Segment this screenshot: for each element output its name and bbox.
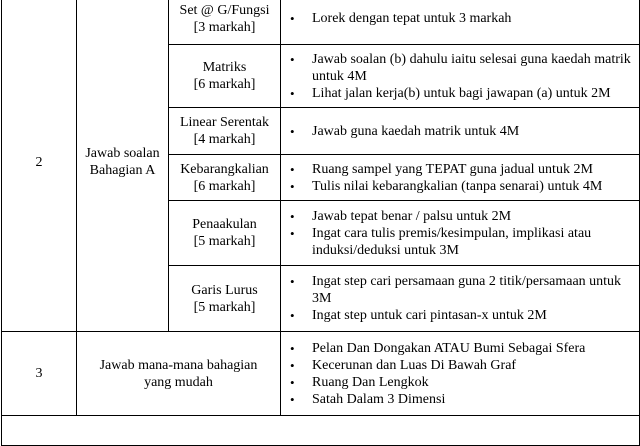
- notes-list: [281, 208, 639, 259]
- notes-list: [281, 10, 639, 27]
- table-row: [2, 0, 640, 45]
- notes-list: [281, 340, 639, 408]
- topic-cell: Matriks [6 markah]: [169, 45, 281, 108]
- notes-list: [281, 273, 639, 324]
- list-item: • Ruang Dan Lengkok: [281, 374, 633, 391]
- notes-cell: [281, 108, 640, 155]
- section-number: 2: [2, 0, 77, 332]
- section-number: 3: [2, 332, 77, 416]
- exam-guide-table: [1, 0, 640, 446]
- notes-cell: [281, 201, 640, 266]
- list-item: • Pelan Dan Dongakan ATAU Bumi Sebagai Sfera: [281, 340, 633, 357]
- list-item: • Lorek dengan tepat untuk 3 markah: [281, 10, 633, 27]
- list-item: • Ingat cara tulis premis/kesimpulan, implikasi atau induksi/deduksi untuk 3M: [281, 225, 633, 259]
- list-item: • Jawab guna kaedah matrik untuk 4M: [281, 123, 633, 140]
- topic-cell: Kebarangkalian [6 markah]: [169, 155, 281, 201]
- notes-list: [281, 161, 639, 195]
- topic-cell: Garis Lurus [5 markah]: [169, 266, 281, 332]
- notes-cell: [281, 0, 640, 45]
- notes-cell: [281, 155, 640, 201]
- notes-list: [281, 123, 639, 140]
- list-item: • Lihat jalan kerja(b) untuk bagi jawapan (a) untuk 2M: [281, 85, 633, 102]
- list-item: • Ruang sampel yang TEPAT guna jadual untuk 2M: [281, 161, 633, 178]
- list-item: • Jawab tepat benar / palsu untuk 2M: [281, 208, 633, 225]
- notes-list: [281, 51, 639, 102]
- list-item: • Tulis nilai kebarangkalian (tanpa senarai) untuk 4M: [281, 178, 633, 195]
- notes-cell: [281, 332, 640, 416]
- notes-cell: [281, 266, 640, 332]
- topic-cell: Penaakulan [5 markah]: [169, 201, 281, 266]
- notes-cell: [281, 45, 640, 108]
- list-item: • Ingat step cari persamaan guna 2 titik/persamaan untuk 3M: [281, 273, 633, 307]
- table-row: [2, 332, 640, 416]
- list-item: • Ingat step untuk cari pintasan-x untuk 2M: [281, 307, 633, 324]
- list-item: • Satah Dalam 3 Dimensi: [281, 391, 633, 408]
- section-description: Jawab soalan Bahagian A: [77, 0, 169, 332]
- topic-cell: Set @ G/Fungsi [3 markah]: [169, 0, 281, 45]
- list-item: • Kecerunan dan Luas Di Bawah Graf: [281, 357, 633, 374]
- table-row: [2, 416, 640, 446]
- topic-cell: Linear Serentak [4 markah]: [169, 108, 281, 155]
- list-item: • Jawab soalan (b) dahulu iaitu selesai guna kaedah matrik untuk 4M: [281, 51, 633, 85]
- section-description: Jawab mana-mana bahagian yang mudah: [77, 332, 281, 416]
